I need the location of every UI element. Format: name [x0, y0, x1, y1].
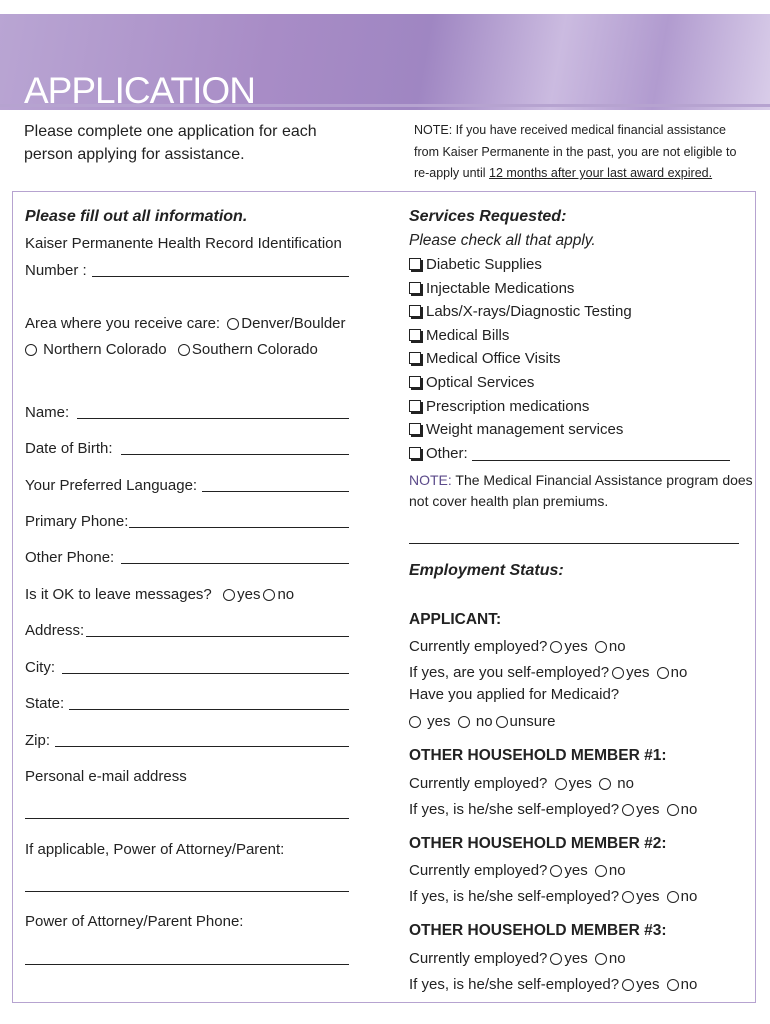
medicaid-options: yes no unsure — [409, 713, 555, 730]
checkbox[interactable] — [409, 423, 421, 435]
member1-employed-yes-radio[interactable] — [555, 778, 567, 790]
checkbox[interactable] — [409, 400, 421, 412]
service-other: Other: — [409, 445, 468, 462]
service-weight: Weight management services — [409, 421, 623, 438]
service-labs: Labs/X-rays/Diagnostic Testing — [409, 303, 632, 320]
dob-label: Date of Birth: — [25, 440, 113, 457]
medicaid-question: Have you applied for Medicaid? — [409, 686, 620, 703]
email-field[interactable] — [25, 818, 349, 819]
premium-note-line2: not cover health plan premiums. — [409, 493, 609, 509]
language-label: Your Preferred Language: — [25, 477, 198, 494]
city-field[interactable] — [62, 673, 349, 674]
applicant-employed-yes-radio[interactable] — [550, 641, 562, 653]
service-injectable: Injectable Medications — [409, 280, 574, 297]
southern-colorado-radio[interactable] — [178, 344, 190, 356]
member3-heading: OTHER HOUSEHOLD MEMBER #3: — [409, 922, 667, 939]
checkbox[interactable] — [409, 329, 421, 341]
messages-no-radio[interactable] — [263, 589, 275, 601]
page-title: APPLICATION — [24, 70, 255, 111]
service-office-visits: Medical Office Visits — [409, 350, 561, 367]
intro-text: Please complete one application for each person applying for assistance. — [24, 123, 317, 163]
poa-label: If applicable, Power of Attorney/Parent: — [25, 841, 285, 858]
medicaid-no-radio[interactable] — [458, 716, 470, 728]
fill-all-heading: Please fill out all information. — [25, 208, 248, 225]
member3-employed-no-radio[interactable] — [595, 953, 607, 965]
applicant-self-no-radio[interactable] — [657, 667, 669, 679]
member2-heading: OTHER HOUSEHOLD MEMBER #2: — [409, 835, 667, 852]
other-phone-label: Other Phone: — [25, 549, 115, 566]
poa-phone-label: Power of Attorney/Parent Phone: — [25, 913, 244, 930]
email-label: Personal e-mail address — [25, 768, 187, 785]
member3-employed-yes-radio[interactable] — [550, 953, 562, 965]
state-label: State: — [25, 695, 65, 712]
applicant-employed: Currently employed? yes no — [409, 638, 626, 655]
name-label: Name: — [25, 404, 70, 421]
member1-self-yes-radio[interactable] — [622, 804, 634, 816]
medicaid-yes-radio[interactable] — [409, 716, 421, 728]
poa-phone-field[interactable] — [25, 964, 349, 965]
member1-employed-no-radio[interactable] — [599, 778, 611, 790]
member2-self-employed: If yes, is he/she self-employed? yes no — [409, 888, 698, 905]
member3-employed: Currently employed? yes no — [409, 950, 626, 967]
applicant-self-employed: If yes, are you self-employed? yes no — [409, 664, 688, 681]
address-field[interactable] — [86, 636, 349, 637]
record-id-field[interactable] — [92, 276, 349, 277]
care-area-options: Northern Colorado Southern Colorado — [25, 341, 318, 358]
services-heading: Services Requested: — [409, 208, 567, 225]
checkbox[interactable] — [409, 282, 421, 294]
service-medical-bills: Medical Bills — [409, 327, 509, 344]
member1-self-employed: If yes, is he/she self-employed? yes no — [409, 801, 698, 818]
other-service-field[interactable] — [472, 460, 730, 461]
medicaid-unsure-radio[interactable] — [496, 716, 508, 728]
service-prescription: Prescription medications — [409, 398, 589, 415]
messages-question: Is it OK to leave messages? yes no — [25, 586, 295, 603]
care-area-label: Area where you receive care: Denver/Boulder — [25, 315, 346, 332]
member2-employed-no-radio[interactable] — [595, 865, 607, 877]
member3-self-employed: If yes, is he/she self-employed? yes no — [409, 976, 698, 993]
messages-yes-radio[interactable] — [223, 589, 235, 601]
member1-self-no-radio[interactable] — [667, 804, 679, 816]
language-field[interactable] — [202, 491, 349, 492]
checkbox[interactable] — [409, 447, 421, 459]
member2-employed-yes-radio[interactable] — [550, 865, 562, 877]
premium-note: NOTE: The Medical Financial Assistance program does — [409, 472, 753, 488]
address-label: Address: — [25, 622, 85, 639]
eligibility-note: NOTE: If you have received medical financial assistance from Kaiser Permanente in the past, you are not eligible to re-apply until 12 months after your last award expired. — [414, 123, 737, 180]
member2-employed: Currently employed? yes no — [409, 862, 626, 879]
member1-heading: OTHER HOUSEHOLD MEMBER #1: — [409, 747, 667, 764]
primary-phone-label: Primary Phone: — [25, 513, 129, 530]
city-label: City: — [25, 659, 55, 676]
services-subheading: Please check all that apply. — [409, 232, 596, 249]
dob-field[interactable] — [121, 454, 349, 455]
name-field[interactable] — [77, 418, 349, 419]
poa-field[interactable] — [25, 891, 349, 892]
record-id-label: Kaiser Permanente Health Record Identification — [25, 235, 342, 252]
applicant-heading: APPLICANT: — [409, 611, 502, 628]
checkbox[interactable] — [409, 305, 421, 317]
checkbox[interactable] — [409, 258, 421, 270]
member3-self-yes-radio[interactable] — [622, 979, 634, 991]
checkbox[interactable] — [409, 376, 421, 388]
member2-self-no-radio[interactable] — [667, 891, 679, 903]
state-field[interactable] — [69, 709, 349, 710]
service-diabetic: Diabetic Supplies — [409, 256, 542, 273]
applicant-self-yes-radio[interactable] — [612, 667, 624, 679]
member3-self-no-radio[interactable] — [667, 979, 679, 991]
employment-heading: Employment Status: — [409, 562, 564, 579]
other-phone-field[interactable] — [121, 563, 349, 564]
section-divider — [409, 543, 739, 544]
applicant-employed-no-radio[interactable] — [595, 641, 607, 653]
denver-radio[interactable] — [227, 318, 239, 330]
member2-self-yes-radio[interactable] — [622, 891, 634, 903]
zip-label: Zip: — [25, 732, 51, 749]
zip-field[interactable] — [55, 746, 349, 747]
record-id-number-label: Number : — [25, 262, 87, 279]
checkbox[interactable] — [409, 352, 421, 364]
primary-phone-field[interactable] — [129, 527, 349, 528]
northern-colorado-radio[interactable] — [25, 344, 37, 356]
service-optical: Optical Services — [409, 374, 534, 391]
member1-employed: Currently employed? yes no — [409, 775, 634, 792]
